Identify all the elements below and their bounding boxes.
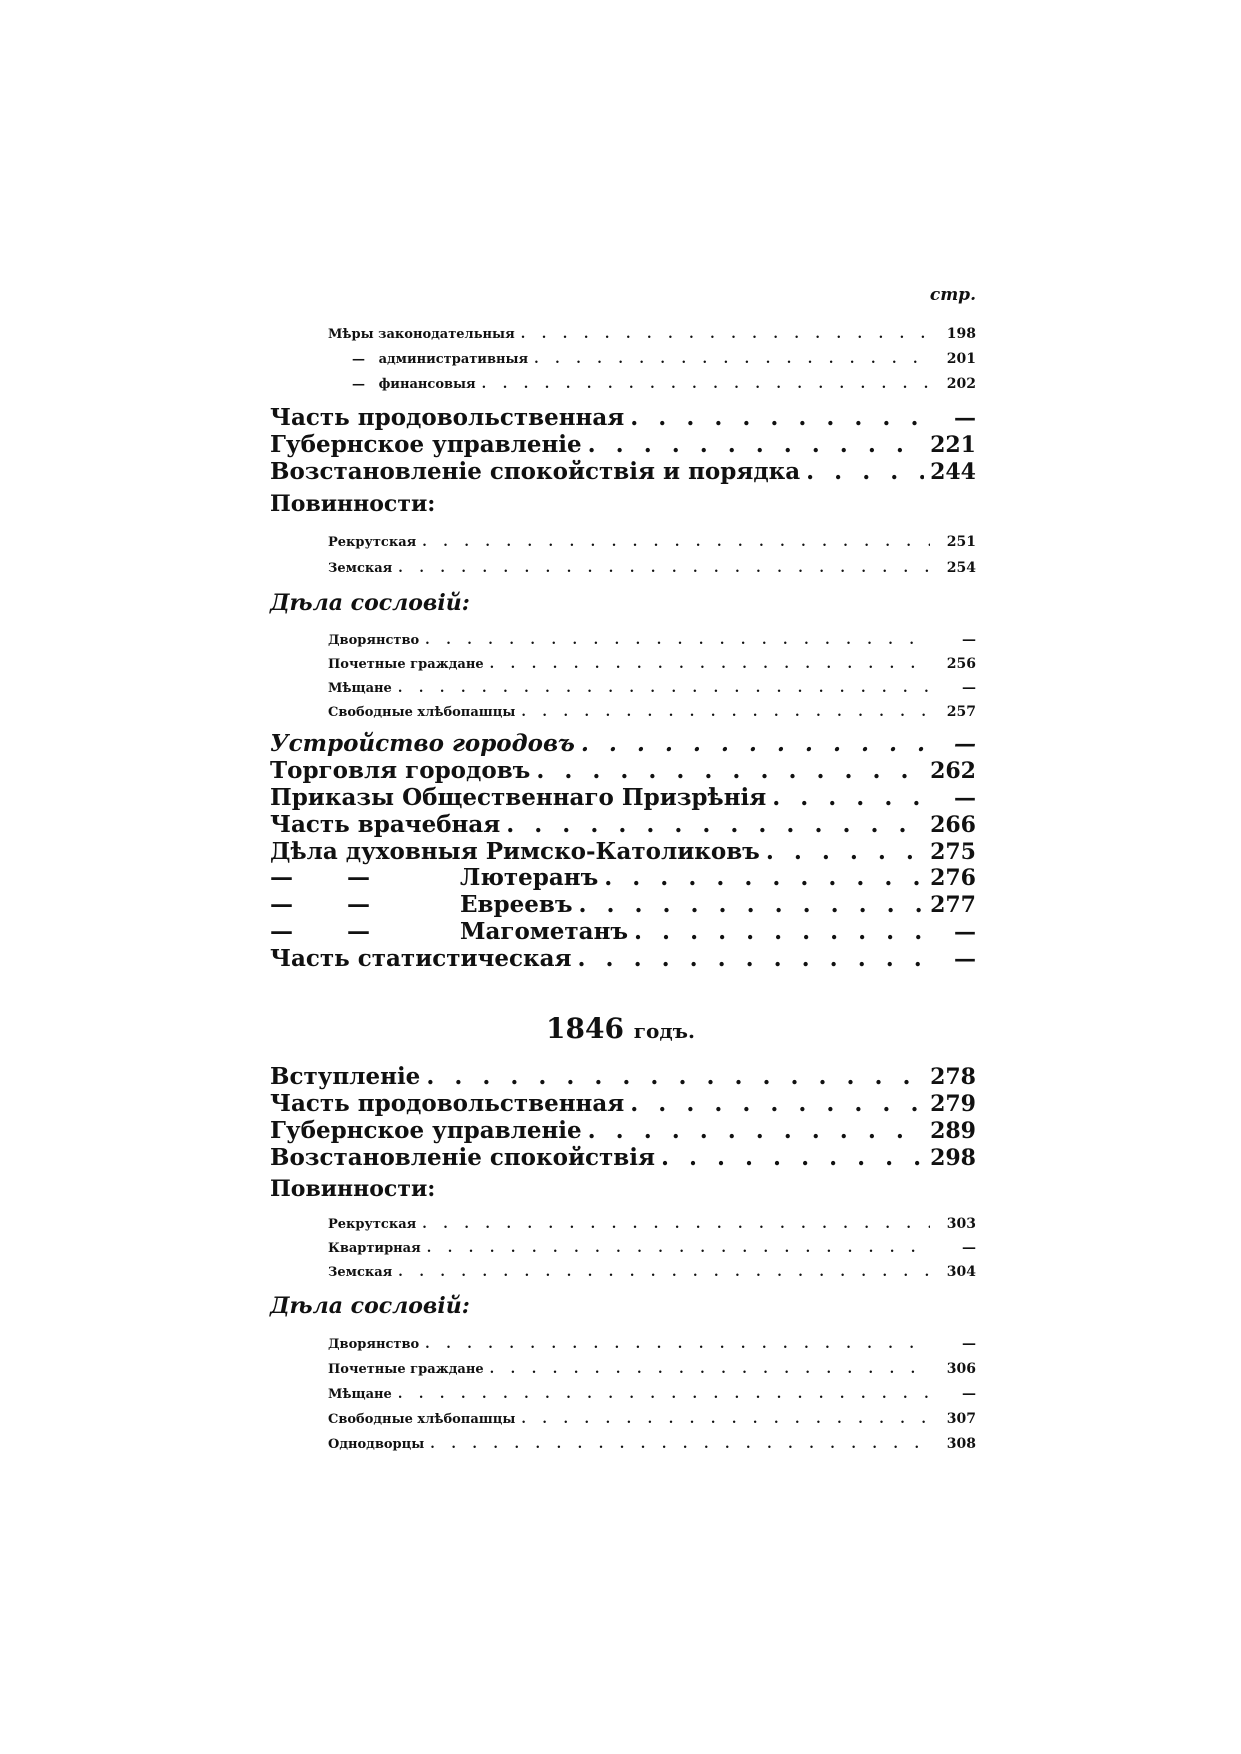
section-heading: Повинности: bbox=[270, 1176, 436, 1202]
toc-entry: Мѣры законодательныя . . . 198 bbox=[328, 326, 976, 342]
toc-entry: Лютеранъ . . . 276 bbox=[460, 864, 976, 891]
toc-entry: Рекрутская . . . 303 bbox=[328, 1216, 976, 1232]
toc-entry: Свободные хлѣбопашцы . . . 307 bbox=[328, 1411, 976, 1427]
ditto-marks: — — bbox=[270, 864, 370, 891]
toc-entry: Свободные хлѣбопашцы . . . 257 bbox=[328, 704, 976, 720]
toc-entry: Магометанъ . . . — bbox=[460, 918, 976, 945]
toc-entry: Мѣщане . . . — bbox=[328, 1386, 976, 1402]
toc-entry: Рекрутская . . . 251 bbox=[328, 534, 976, 550]
toc-entry: Земская . . . 304 bbox=[328, 1264, 976, 1280]
toc-entry: Возстановленіе спокойствія и порядка . . . 244 bbox=[270, 458, 976, 485]
section-heading: Дѣла сословій: bbox=[270, 590, 470, 616]
toc-entry: Почетные граждане . . . 256 bbox=[328, 656, 976, 672]
toc-entry: Торговля городовъ . . . 262 bbox=[270, 757, 976, 784]
toc-entry: Дворянство . . . — bbox=[328, 632, 976, 648]
toc-entry: — административныя . . . 201 bbox=[352, 351, 976, 367]
toc-entry: Земская . . . 254 bbox=[328, 560, 976, 576]
toc-entry: Квартирная . . . — bbox=[328, 1240, 976, 1256]
toc-entry: Часть продовольственная . . . 279 bbox=[270, 1090, 976, 1117]
toc-entry: Дѣла духовныя Римско-Католиковъ . . . 275 bbox=[270, 838, 976, 865]
toc-entry: Часть врачебная . . . 266 bbox=[270, 811, 976, 838]
toc-entry: Возстановленіе спокойствія . . . 298 bbox=[270, 1144, 976, 1171]
toc-entry: Почетные граждане . . . 306 bbox=[328, 1361, 976, 1377]
page-column-label: стр. bbox=[929, 285, 976, 305]
ditto-marks: — — bbox=[270, 918, 370, 945]
section-heading: Повинности: bbox=[270, 491, 436, 517]
toc-entry: Часть статистическая . . . — bbox=[270, 945, 976, 972]
toc-entry: Дворянство . . . — bbox=[328, 1336, 976, 1352]
toc-entry: Мѣщане . . . — bbox=[328, 680, 976, 696]
toc-entry: Однодворцы . . . 308 bbox=[328, 1436, 976, 1452]
toc-entry: Губернское управленіе . . . 289 bbox=[270, 1117, 976, 1144]
toc-entry: — финансовыя . . . 202 bbox=[352, 376, 976, 392]
toc-entry: Евреевъ . . . 277 bbox=[460, 891, 976, 918]
toc-entry: Губернское управленіе . . . 221 bbox=[270, 431, 976, 458]
toc-entry: Приказы Общественнаго Призрѣнія . . . — bbox=[270, 784, 976, 811]
ditto-marks: — — bbox=[270, 891, 370, 918]
toc-entry: Устройство городовъ . . . — bbox=[270, 730, 976, 757]
toc-entry: Часть продовольственная . . . — bbox=[270, 404, 976, 431]
toc-entry: Вступленіе . . . 278 bbox=[270, 1063, 976, 1090]
year-heading: 1846 годъ. bbox=[546, 1012, 695, 1045]
section-heading: Дѣла сословій: bbox=[270, 1293, 470, 1319]
